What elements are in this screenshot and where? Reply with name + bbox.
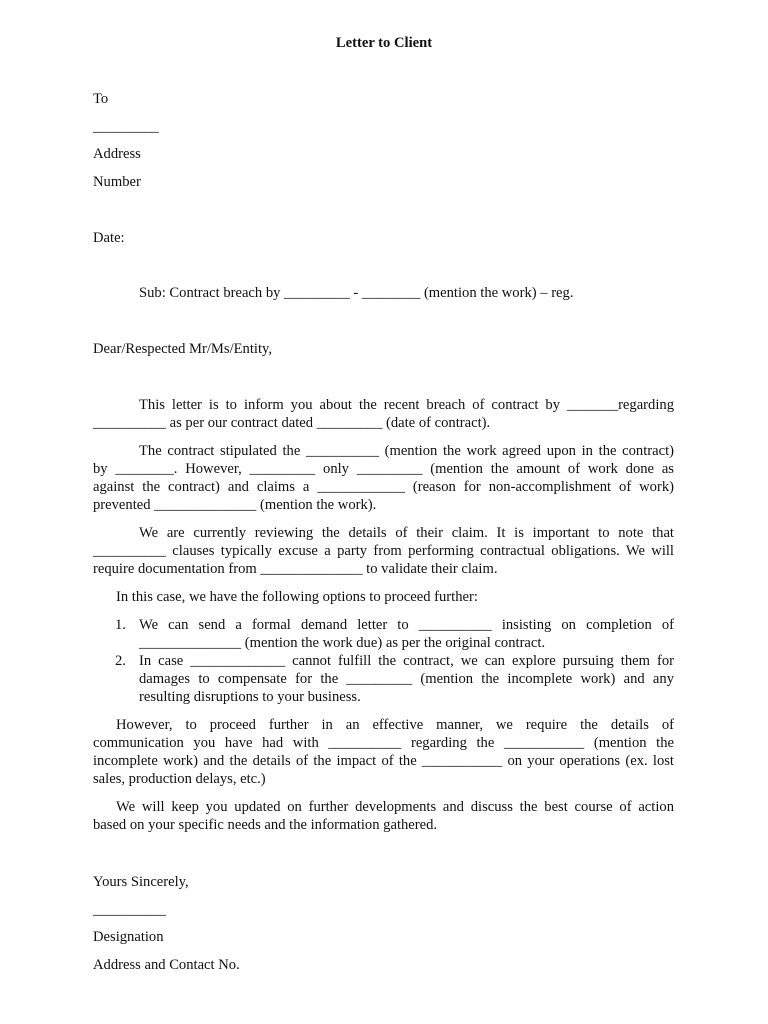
document-title: Letter to Client <box>335 35 433 51</box>
paragraph-4-line-4: sales, production delays, etc.) <box>93 771 266 787</box>
paragraph-3-line-2: __________ clauses typically excuse a party from performing contractual obligations. We will <box>93 543 674 559</box>
subject-line: Sub: Contract breach by _________ - ________ (mention the work) – reg. <box>139 285 574 301</box>
recipient-blank: _________ <box>93 119 159 135</box>
option-2-number: 2. <box>115 653 126 669</box>
option-1-number: 1. <box>115 617 126 633</box>
paragraph-4-line-2: communication you have had with __________ regarding the ___________ (mention the <box>93 735 674 751</box>
paragraph-5-line-2: based on your specific needs and the information gathered. <box>93 817 438 833</box>
paragraph-2-line-2: by ________. However, _________ only _________ (mention the amount of work done as <box>93 461 674 477</box>
to-label: To <box>93 91 109 107</box>
option-2-line-3: resulting disruptions to your business. <box>139 689 361 705</box>
number-label: Number <box>93 174 141 190</box>
paragraph-5-line-1: We will keep you updated on further developments and discuss the best course of action <box>116 799 674 815</box>
option-2-line-2: damages to compensate for the _________ (mention the incomplete work) and any <box>139 671 674 687</box>
signature-blank: __________ <box>93 902 166 918</box>
options-intro: In this case, we have the following options to proceed further: <box>116 589 478 605</box>
paragraph-2-line-3: against the contract) and claims a ____________ (reason for non-accomplishment of work) <box>93 479 674 495</box>
address-label: Address <box>93 146 141 162</box>
closing: Yours Sincerely, <box>93 874 189 890</box>
paragraph-3-line-3: require documentation from ______________ to validate their claim. <box>93 561 498 577</box>
designation-label: Designation <box>93 929 164 945</box>
option-2-line-1: In case _____________ cannot fulfill the contract, we can explore pursuing them for <box>139 653 674 669</box>
paragraph-4-line-1: However, to proceed further in an effective manner, we require the details of <box>116 717 674 733</box>
salutation: Dear/Respected Mr/Ms/Entity, <box>93 341 273 357</box>
paragraph-1-line-1: This letter is to inform you about the recent breach of contract by _______regarding <box>139 397 674 413</box>
paragraph-2-line-1: The contract stipulated the __________ (mention the work agreed upon in the contract) <box>139 443 674 459</box>
contact-label: Address and Contact No. <box>93 957 240 973</box>
date-label: Date: <box>93 230 125 246</box>
paragraph-1-line-2: __________ as per our contract dated _________ (date of contract). <box>93 415 491 431</box>
paragraph-3-line-1: We are currently reviewing the details of their claim. It is important to note that <box>139 525 674 541</box>
option-1-line-1: We can send a formal demand letter to __________ insisting on completion of <box>139 617 674 633</box>
option-1-line-2: ______________ (mention the work due) as per the original contract. <box>139 635 546 651</box>
paragraph-4-line-3: incomplete work) and the details of the impact of the ___________ on your operations (ex. lost <box>93 753 674 769</box>
paragraph-2-line-4: prevented ______________ (mention the work). <box>93 497 377 513</box>
